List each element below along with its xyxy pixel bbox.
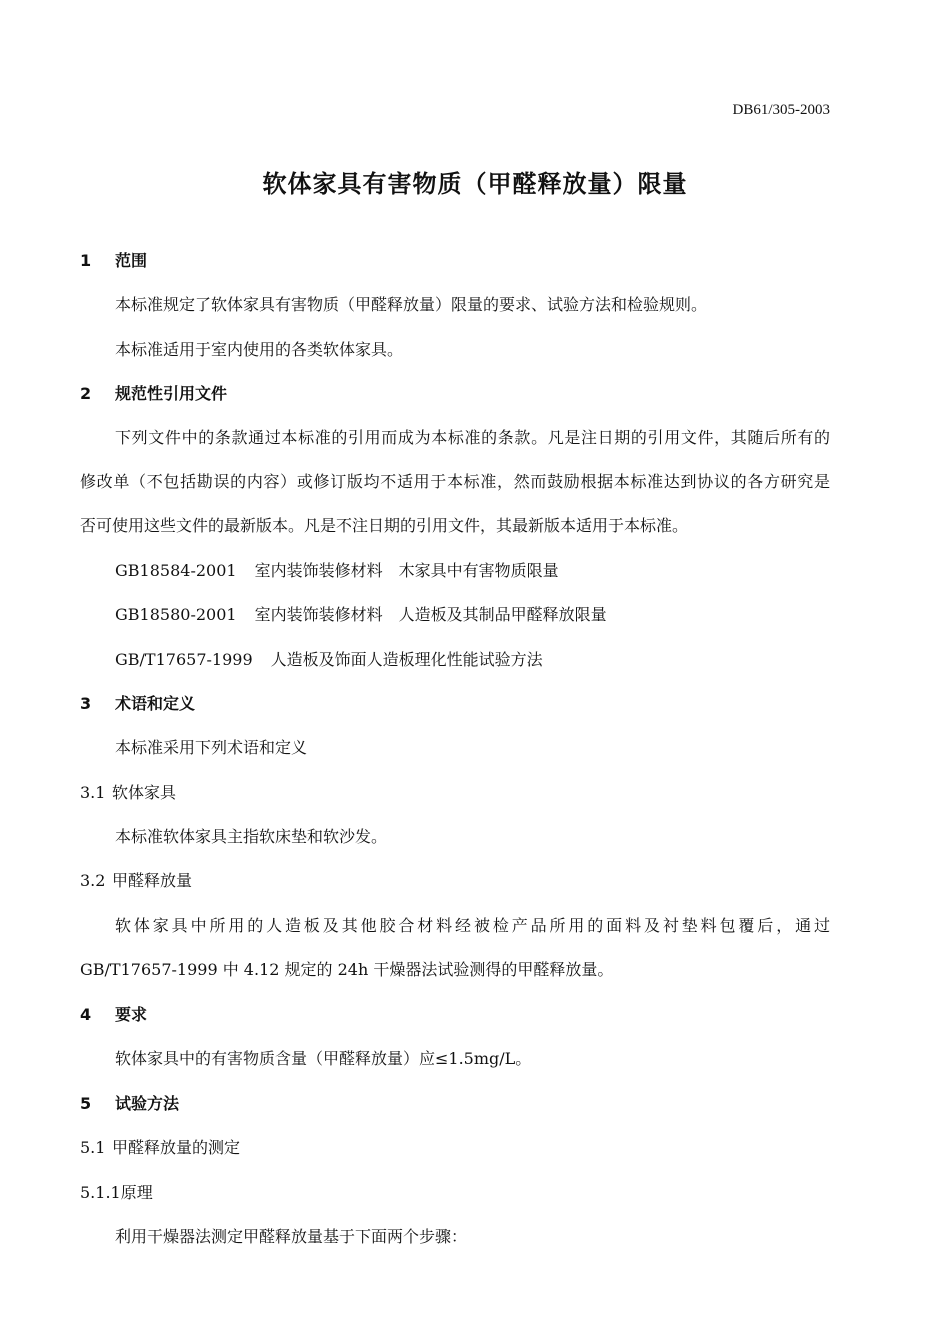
paragraph-line: GB/T17657-1999 中 4.12 规定的 24h 干燥器法试验测得的甲醛释放量。 <box>80 960 614 979</box>
section-5-1-1-heading: 5.1.1原理 <box>80 1183 153 1202</box>
paragraph: 本标准软体家具主指软床垫和软沙发。 <box>115 827 388 846</box>
paragraph-line: 否可使用这些文件的最新版本。凡是不注日期的引用文件，其最新版本适用于本标准。 <box>80 516 689 535</box>
section-3-heading: 3 术语和定义 <box>80 694 196 713</box>
reference-item: GB18580-2001 室内装饰装修材料 人造板及其制品甲醛释放限量 <box>115 605 607 624</box>
section-1-heading: 1 范围 <box>80 251 148 270</box>
section-3-1-heading: 3.1 软体家具 <box>80 783 177 802</box>
paragraph: 软体家具中的有害物质含量（甲醛释放量）应≤1.5mg/L。 <box>115 1049 532 1068</box>
document-title: 软体家具有害物质（甲醛释放量）限量 <box>262 170 688 198</box>
reference-item: GB/T17657-1999 人造板及饰面人造板理化性能试验方法 <box>115 650 543 669</box>
reference-item: GB18584-2001 室内装饰装修材料 木家具中有害物质限量 <box>115 561 559 580</box>
section-2-heading: 2 规范性引用文件 <box>80 384 228 403</box>
section-3-2-heading: 3.2 甲醛释放量 <box>80 871 193 890</box>
paragraph-line: 修改单（不包括勘误的内容）或修订版均不适用于本标准，然而鼓励根据本标准达到协议的各方研究是 <box>80 472 830 491</box>
document-code: DB61/305-2003 <box>732 102 830 118</box>
section-4-heading: 4 要求 <box>80 1005 148 1024</box>
paragraph: 利用干燥器法测定甲醛释放量基于下面两个步骤： <box>115 1227 468 1246</box>
paragraph: 本标准适用于室内使用的各类软体家具。 <box>115 340 404 359</box>
section-5-heading: 5 试验方法 <box>80 1094 180 1113</box>
paragraph-line: 软体家具中所用的人造板及其他胶合材料经被检产品所用的面料及衬垫料包覆后，通过 <box>115 916 830 935</box>
paragraph: 本标准规定了软体家具有害物质（甲醛释放量）限量的要求、试验方法和检验规则。 <box>115 295 708 314</box>
paragraph: 本标准采用下列术语和定义 <box>115 738 308 757</box>
paragraph-line: 下列文件中的条款通过本标准的引用而成为本标准的条款。凡是注日期的引用文件，其随后所有的 <box>115 428 830 447</box>
section-5-1-heading: 5.1 甲醛释放量的测定 <box>80 1138 241 1157</box>
